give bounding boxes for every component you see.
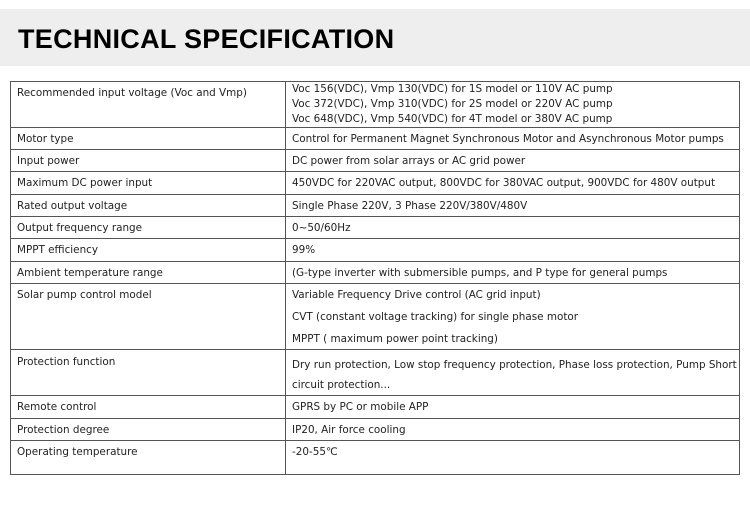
row-label-operating-temperature: Operating temperature [11,441,286,475]
row-value-input-voltage [286,82,740,128]
row-value-output-frequency: 0~50/60Hz [286,217,740,239]
row-value-control-model [286,284,740,350]
row-label-input-power: Input power [11,150,286,172]
value-line: Variable Frequency Drive control (AC grid input) [292,289,541,301]
row-label-ambient-temperature: Ambient temperature range [11,262,286,284]
table-row [11,82,740,128]
value-line: Voc 156(VDC), Vmp 130(VDC) for 1S model or 110V AC pump [292,83,613,95]
value-line: circuit protection... [292,379,391,391]
table-row [11,150,740,172]
row-value-rated-output-voltage: Single Phase 220V, 3 Phase 220V/380V/480V [286,195,740,217]
table-row [11,172,740,195]
row-value-mppt-efficiency: 99% [286,239,740,262]
table-row [11,350,740,396]
table-row [11,441,740,475]
value-line: CVT (constant voltage tracking) for single phase motor [292,311,579,323]
row-label-max-dc-input: Maximum DC power input [11,172,286,195]
value-line: Voc 648(VDC), Vmp 540(VDC) for 4T model or 380V AC pump [292,113,613,125]
spec-table [10,81,740,475]
table-row [11,217,740,239]
value-line: Voc 372(VDC), Vmp 310(VDC) for 2S model or 220V AC pump [292,98,613,110]
row-value-operating-temperature: -20-55℃ [286,441,740,475]
row-value-motor-type: Control for Permanent Magnet Synchronous Motor and Asynchronous Motor pumps [286,128,740,150]
table-row [11,239,740,262]
row-value-input-power: DC power from solar arrays or AC grid power [286,150,740,172]
row-label-motor-type: Motor type [11,128,286,150]
row-value-remote-control: GPRS by PC or mobile APP [286,396,740,419]
table-row [11,195,740,217]
page-title: TECHNICAL SPECIFICATION [18,24,395,54]
row-value-max-dc-input: 450VDC for 220VAC output, 800VDC for 380VAC output, 900VDC for 480V output [286,172,740,195]
row-label-rated-output-voltage: Rated output voltage [11,195,286,217]
row-value-protection-function [286,350,740,396]
row-value-ambient-temperature: (G-type inverter with submersible pumps, and P type for general pumps [286,262,740,284]
row-label-input-voltage: Recommended input voltage (Voc and Vmp) [11,82,286,128]
table-row [11,284,740,350]
row-label-protection-function: Protection function [11,350,286,396]
table-row [11,128,740,150]
row-label-protection-degree: Protection degree [11,419,286,441]
table-row [11,262,740,284]
row-label-mppt-efficiency: MPPT efficiency [11,239,286,262]
value-line: MPPT ( maximum power point tracking) [292,333,498,345]
table-row [11,396,740,419]
row-label-remote-control: Remote control [11,396,286,419]
row-label-control-model: Solar pump control model [11,284,286,350]
table-row [11,419,740,441]
value-line: Dry run protection, Low stop frequency protection, Phase loss protection, Pump Short [292,359,737,371]
row-value-protection-degree: IP20, Air force cooling [286,419,740,441]
row-label-output-frequency: Output frequency range [11,217,286,239]
